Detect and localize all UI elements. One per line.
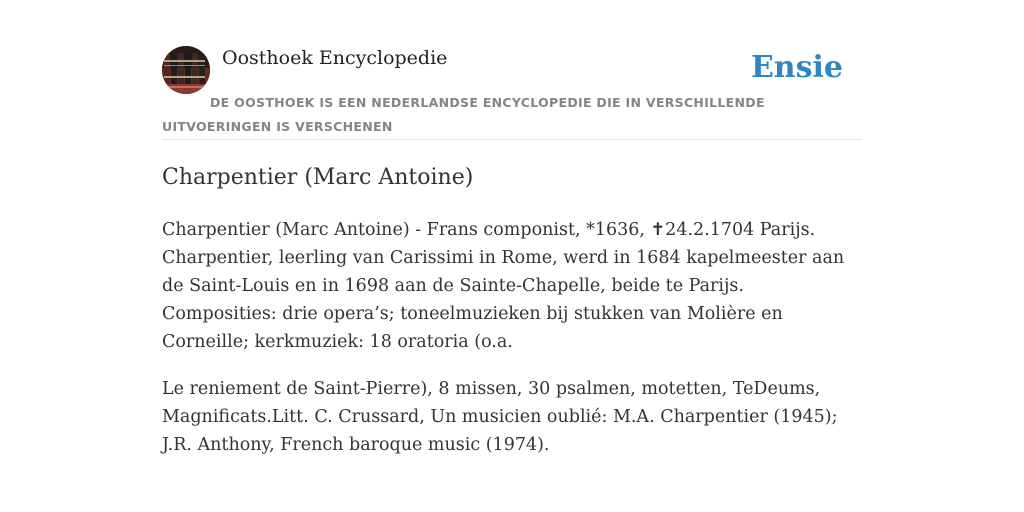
encyclopedia-books-icon[interactable] [162,46,210,94]
brand-logo[interactable]: Ensie [750,50,843,85]
site-tagline: DE OOSTHOEK IS EEN NEDERLANDSE ENCYCLOPEDIE DIE IN VERSCHILLENDE UITVOERINGEN IS VERSCHENEN [162,95,765,134]
site-header [162,46,862,140]
article-title: Charpentier (Marc Antoine) [162,165,474,190]
article-paragraph: Charpentier (Marc Antoine) - Frans componist, *1636, ✝24.2.1704 Parijs. Charpentier, leerling van Carissimi in Rome, werd in 1684 kapelmeester aan de Saint-Louis en in 1698 aan de Sainte-Chapelle, beide te Parijs. Composities: drie opera’s; toneelmuzieken bij stukken van Molière en Corneille; kerkmuziek: 18 oratoria (o.a. [162,220,845,352]
article-paragraph: Le reniement de Saint-Pierre), 8 missen, 30 psalmen, motetten, TeDeums, Magnificats.Litt. C. Crussard, Un musicien oublié: M.A. Charpentier (1945); J.R. Anthony, French baroque music (1974). [162,379,838,455]
site-name[interactable]: Oosthoek Encyclopedie [222,47,448,69]
article-body [162,216,862,478]
